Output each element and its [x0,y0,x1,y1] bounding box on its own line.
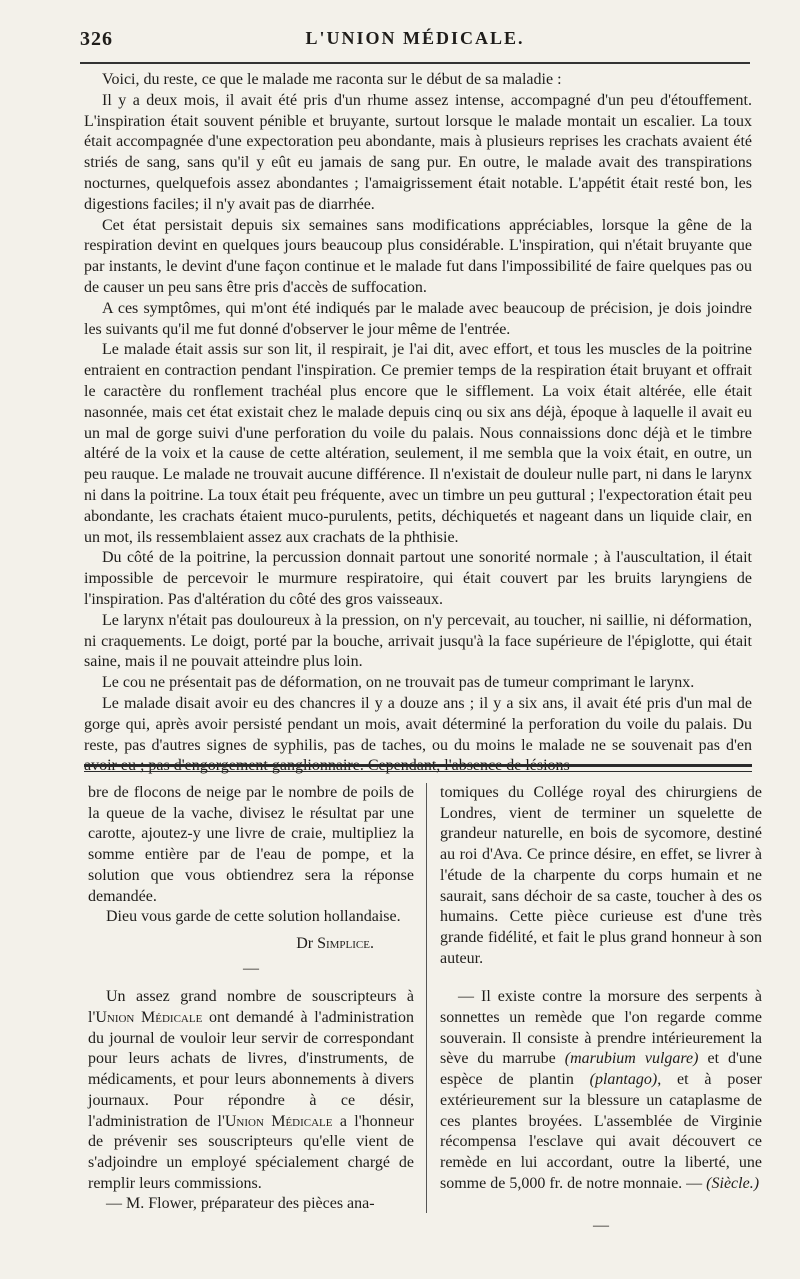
header-rule [80,62,750,64]
main-paragraph: A ces symptômes, qui m'ont été indiqués par le malade avec beaucoup de précision, je dois joindre les suivants qu'il me fut donné d'observer le jour même de l'entrée. [84,299,752,338]
paragraph-gap [440,969,762,987]
feuilleton-paragraph [440,987,762,1194]
text-run: , et à poser extérieurement sur la blessure un cataplasme de ces plantes broyées. L'assemblée de Virginie récompensa l'esclave qui avait découvert ce remède en lui accordant, outre la liberté, une somme de 5,000 fr. de notre monnaie. — [440,1071,762,1192]
column-divider [426,783,427,1213]
text-run: ont demandé à l'administration du journal de vouloir leur servir de correspondant pour leurs achats de livres, d'instruments, de médicaments, et pour leurs abonnements à divers journaux. Pour répondre à ce désir, l'administration de l' [88,1009,414,1130]
feuilleton-separator-thick [84,764,752,767]
feuilleton-paragraph: — M. Flower, préparateur des pièces ana- [106,1195,375,1213]
main-article [84,70,752,777]
signature-title: Dr [296,934,314,952]
page-header [80,28,750,58]
main-paragraph: Le larynx n'était pas douloureux à la pression, on n'y percevait, au toucher, ni saillie, ni déformation, ni craquements. Le doigt, porté par la bouche, arrivait jusqu'à la face supérieure de l'épiglotte, qui était saine, mais il ne pouvait atteindre plus loin. [84,611,752,671]
signature-name: Simplice. [317,934,374,952]
main-paragraph: Le cou ne présentait pas de déformation, on ne trouvait pas de tumeur comprimant le larynx. [102,674,695,692]
main-paragraph: Le malade disait avoir eu des chancres il y a douze ans ; il y a six ans, il avait été pris d'un mal de gorge qui, après avoir persisté pendant un mois, avait déterminé la perforation du voile du palais. Du reste, pas d'autres signes de syphilis, pas de taches, ou du moins le malade ne se souvenait pas d'en avoir eu ; pas d'engorgement ganglionnaire. Cependant, l'absence de lésions [84,694,752,775]
feuilleton-left-column [88,783,414,1215]
paragraph-gap [440,1194,762,1212]
journal-name: Union Médicale [95,1009,203,1027]
section-dash: — [243,959,259,977]
feuilleton-right-column [440,783,762,1237]
text-run: et d'une espèce de plantin [440,1050,763,1089]
running-title: L'UNION MÉDICALE. [305,28,525,48]
signature [88,934,414,955]
main-paragraph: Il y a deux mois, il avait été pris d'un rhume assez intense, accompagné d'un peu d'étouffement. L'inspiration était souvent pénible et bruyante, surtout lorsque le malade montait un escalier. La toux était accompagnée d'une expectoration peu abondante, mais à plusieurs reprises les crachats avaient été striés de sang, sans qu'il y eût eu jamais de sang pur. En outre, le malade avait des transpirations nocturnes, quelquefois assez abondantes ; l'amaigrissement était notable. L'appétit était resté bon, les digestions faciles; il n'y avait pas de diarrhée. [84,91,752,213]
feuilleton-paragraph: bre de flocons de neige par le nombre de poils de la queue de la vache, divisez le résultat par une carotte, ajoutez-y une livre de craie, multipliez la somme entière par de l'eau de pompe, et la solution que vous obtiendrez sera la réponse demandée. [88,784,414,905]
feuilleton-paragraph: tomiques du Collége royal des chirurgiens de Londres, vient de terminer un squelette de grandeur naturelle, en bois de sycomore, destiné au roi d'Ava. Ce prince désire, en effet, se livrer à l'étude de la charpente du corps humain et ne saurait, sans déchoir de sa caste, toucher à des os humains. Cette pièce curieuse est d'une très grande fidélité, et fait le plus grand honneur à son auteur. [440,784,762,967]
section-dash: — [593,1217,609,1235]
page-number: 326 [80,28,113,50]
text-run: a l'honneur de prévenir ses souscripteurs qu'elle vient de s'adjoindre un employé spécialement chargé de remplir leurs commissions. [88,1112,415,1192]
feuilleton-paragraph: Dieu vous garde de cette solution hollandaise. [106,908,401,926]
latin-name: (marubium vulgare) [564,1050,699,1068]
journal-name: Union Médicale [224,1112,333,1130]
feuilleton-paragraph [88,987,414,1194]
text-run: — Il existe contre la morsure des serpents à sonnettes un remède que l'on regarde comme souverain. Il consiste à prendre intérieurement la sève du marrube [440,988,762,1068]
main-paragraph: Le malade était assis sur son lit, il respirait, je l'ai dit, avec effort, et tous les muscles de la poitrine entraient en contraction pendant l'inspiration. Ce premier temps de la respiration était bruyant et offrait le caractère du ronflement trachéal plus encore que le sifflement. La voix était altérée, elle était nasonnée, mais cet état existait chez le malade depuis cinq ou six ans déjà, époque à laquelle il avait eu un mal de gorge suivi d'une perforation du voile du palais. Nous connaissions donc déjà et le timbre altéré de la voix et la cause de cette altération, seulement, il me sembla que la voix était, en outre, un peu rauque. Le malade ne trouvait aucune différence. Il n'existait de douleur nulle part, ni dans le larynx ni dans la poitrine. La toux était peu fréquente, avec un timbre un peu guttural ; l'expectoration était peu abondante, les crachats étaient muco-purulents, petits, déchiquetés et nageant dans un liquide clair, en un mot, ils ressemblaient assez aux crachats de la phthisie. [84,341,752,546]
text-run: Un assez grand nombre de souscripteurs à l' [88,988,414,1027]
feuilleton-separator-thin [84,771,752,772]
main-paragraph: Du côté de la poitrine, la percussion donnait partout une sonorité normale ; à l'auscultation, il était impossible de percevoir le murmure respiratoire, qui était couvert par les bruits laryngiens de l'inspiration. Pas d'altération du côté des gros vaisseaux. [84,549,752,608]
main-paragraph: Cet état persistait depuis six semaines sans modifications appréciables, lorsque la gêne de la respiration devint en quelques jours beaucoup plus considérable. L'inspiration, qui n'était bruyante que par instants, le devint d'une façon continue et le malade fut dans l'impossibilité de faire quelques pas ou de causer un peu sans être pris d'accès de suffocation. [84,216,752,296]
source-citation: (Siècle.) [706,1174,760,1192]
main-paragraph: Voici, du reste, ce que le malade me raconta sur le début de sa maladie : [102,71,562,88]
latin-name: (plantago) [589,1071,658,1089]
